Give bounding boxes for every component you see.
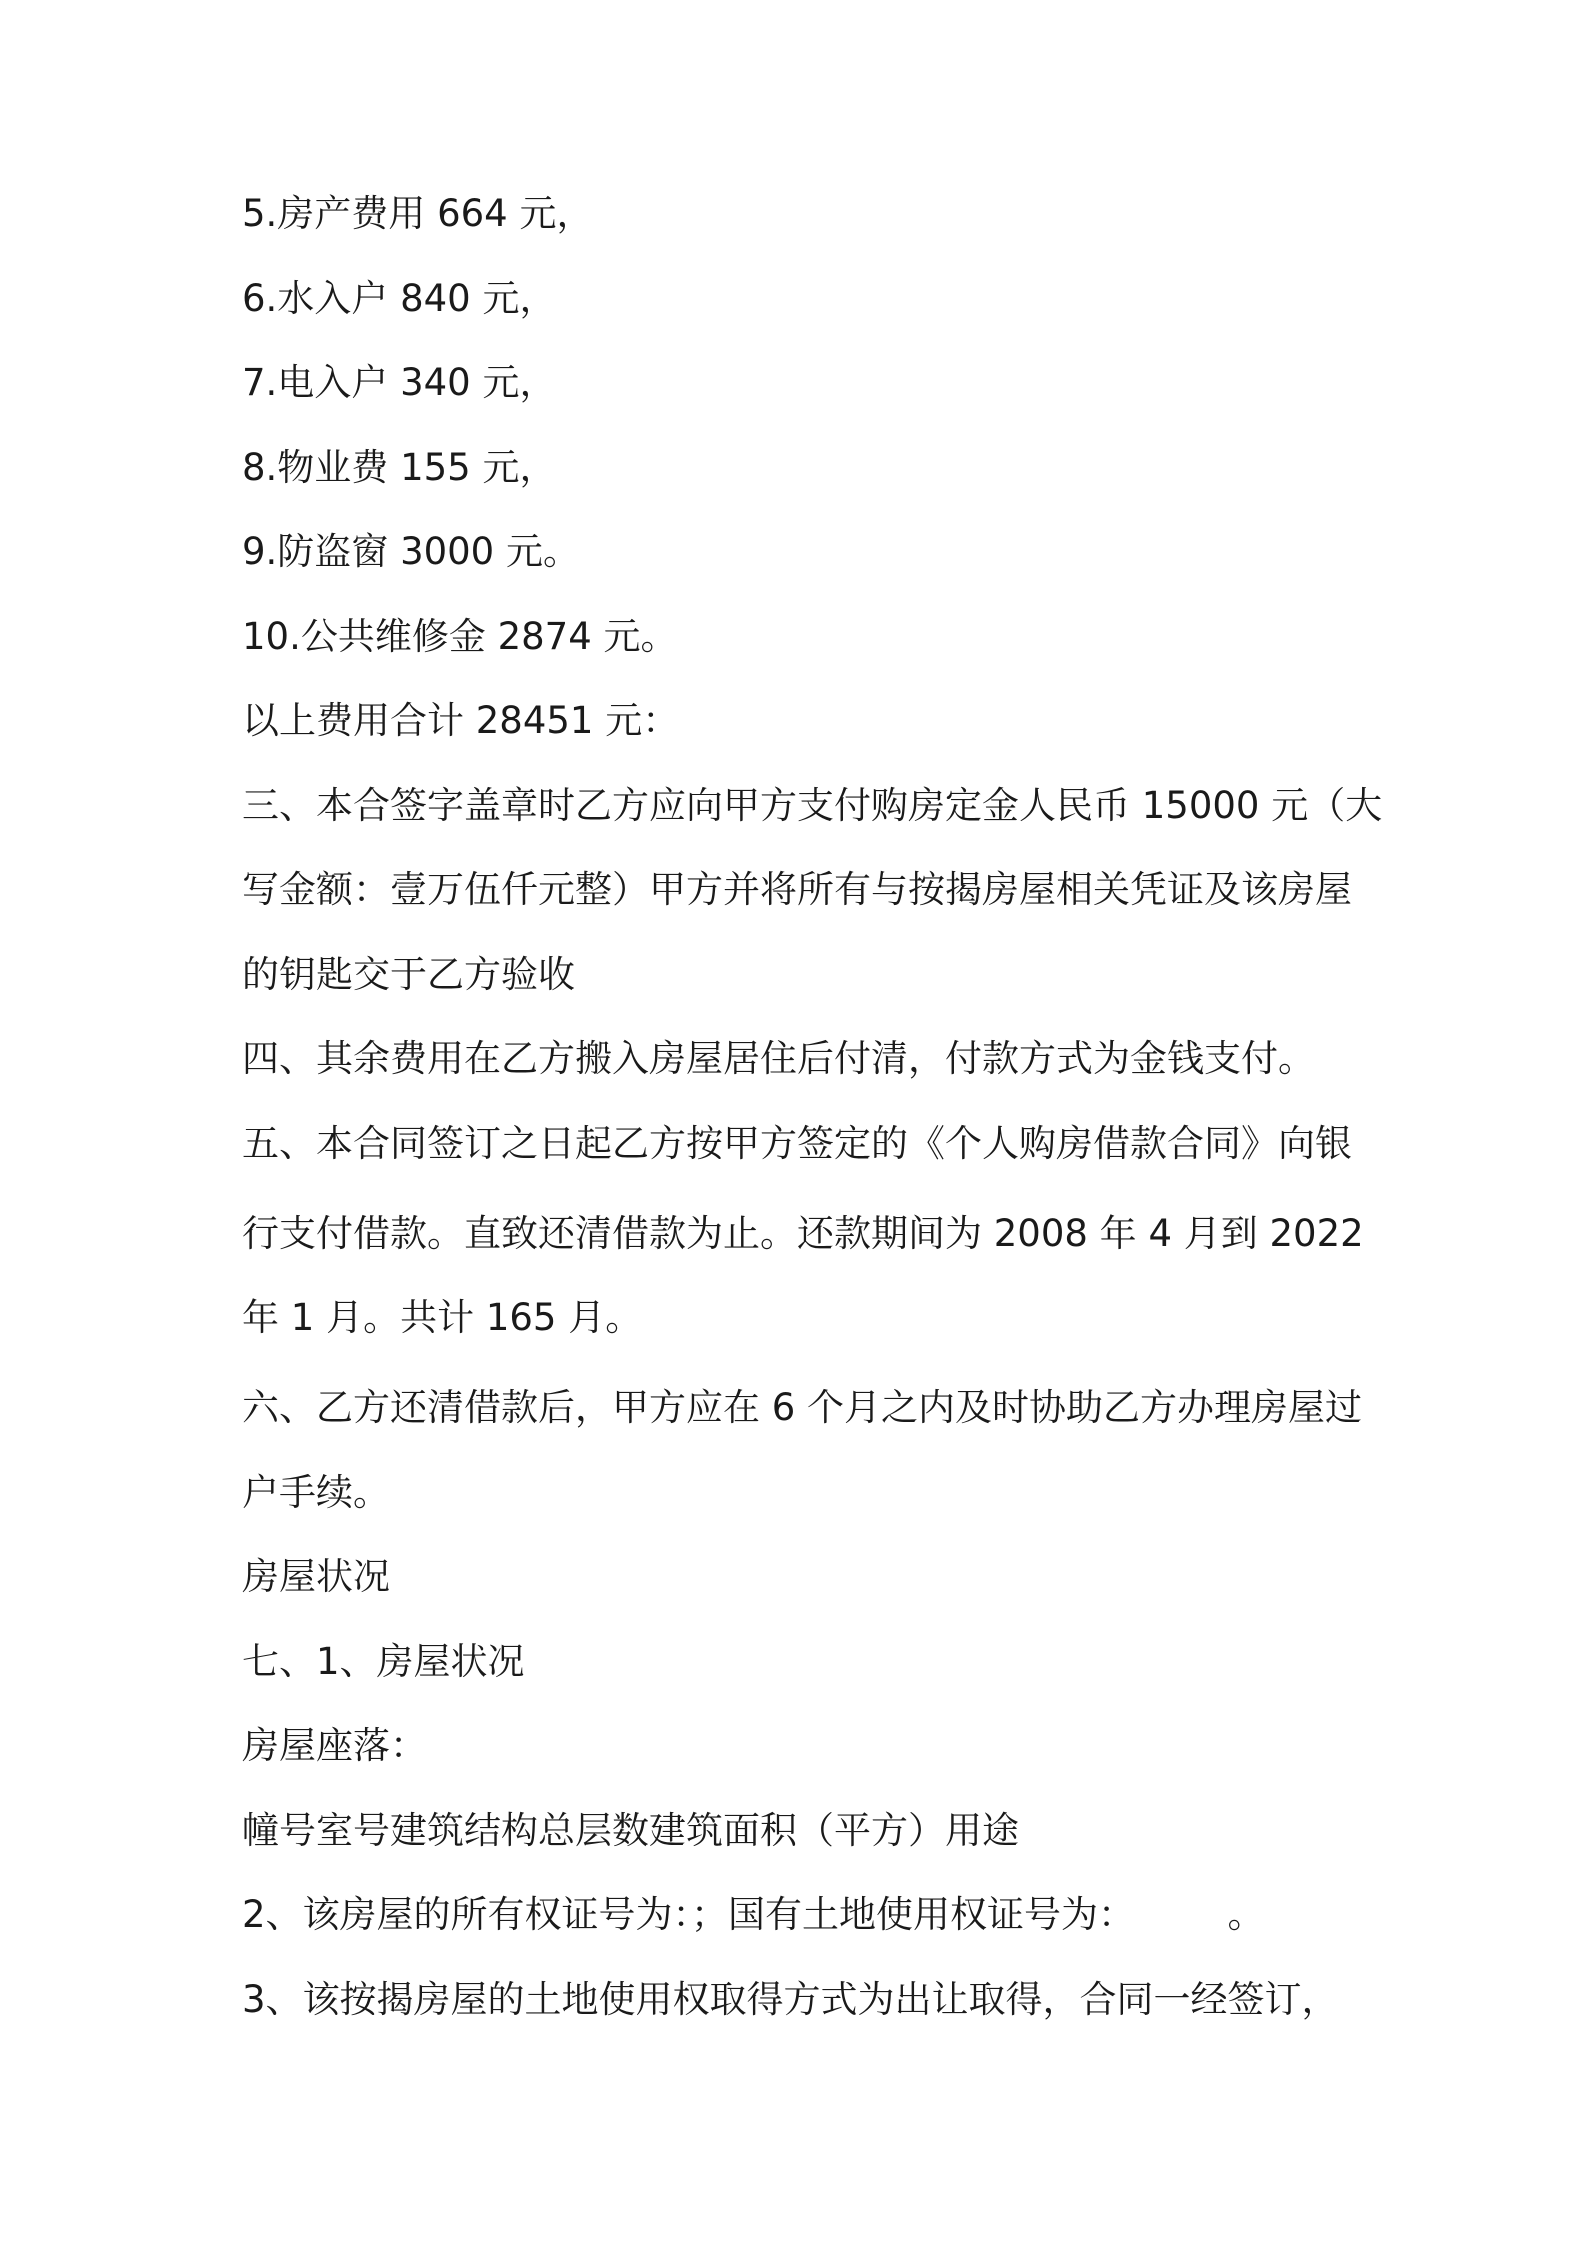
fee-item-security-window: 9.防盗窗 3000 元。 — [242, 530, 580, 573]
fee-item-management: 8.物业费 155 元， — [242, 445, 557, 489]
clause-6-line-2: 户手续。 — [242, 1470, 390, 1514]
ownership-certificate-line: 2、该房屋的所有权证号为：；国有土地使用权证号为： 。 — [242, 1893, 1265, 1936]
house-location-label: 房屋座落： — [242, 1724, 427, 1767]
clause-4: 四、其余费用在乙方搬入房屋居住后付清，付款方式为金钱支付。 — [242, 1037, 1315, 1080]
clause-7-heading: 七、1、房屋状况 — [242, 1639, 525, 1683]
clause-3-line-1: 三、本合签字盖章时乙方应向甲方支付购房定金人民币 15000 元（大 — [242, 783, 1383, 827]
clause-5-line-2: 行支付借款。直致还清借款为止。还款期间为 2008 年 4 月到 2022 — [242, 1211, 1364, 1255]
fee-item-water: 6.水入户 840 元， — [242, 276, 557, 320]
clause-5-line-3: 年 1 月。共计 165 月。 — [242, 1296, 643, 1339]
land-use-right-line: 3、该按揭房屋的土地使用权取得方式为出让取得，合同一经签订， — [242, 1977, 1339, 2021]
clause-3-line-3: 的钥匙交于乙方验收 — [242, 952, 575, 996]
clause-3-line-2: 写金额：壹万伍仟元整）甲方并将所有与按揭房屋相关凭证及该房屋 — [242, 868, 1352, 911]
house-attributes-header: 幢号室号建筑结构总层数建筑面积（平方）用途 — [242, 1808, 1019, 1852]
section-heading-house-status: 房屋状况 — [242, 1555, 390, 1598]
clause-5-line-1: 五、本合同签订之日起乙方按甲方签定的《个人购房借款合同》向银 — [242, 1121, 1352, 1165]
fee-item-electricity: 7.电入户 340 元， — [242, 361, 557, 404]
fee-item-maintenance-fund: 10.公共维修金 2874 元。 — [242, 614, 678, 658]
clause-6-line-1: 六、乙方还清借款后，甲方应在 6 个月之内及时协助乙方办理房屋过 — [242, 1386, 1363, 1429]
fee-total: 以上费用合计 28451 元： — [242, 699, 680, 742]
fee-item-property: 5.房产费用 664 元， — [242, 192, 594, 235]
document-body — [242, 190, 1383, 2060]
